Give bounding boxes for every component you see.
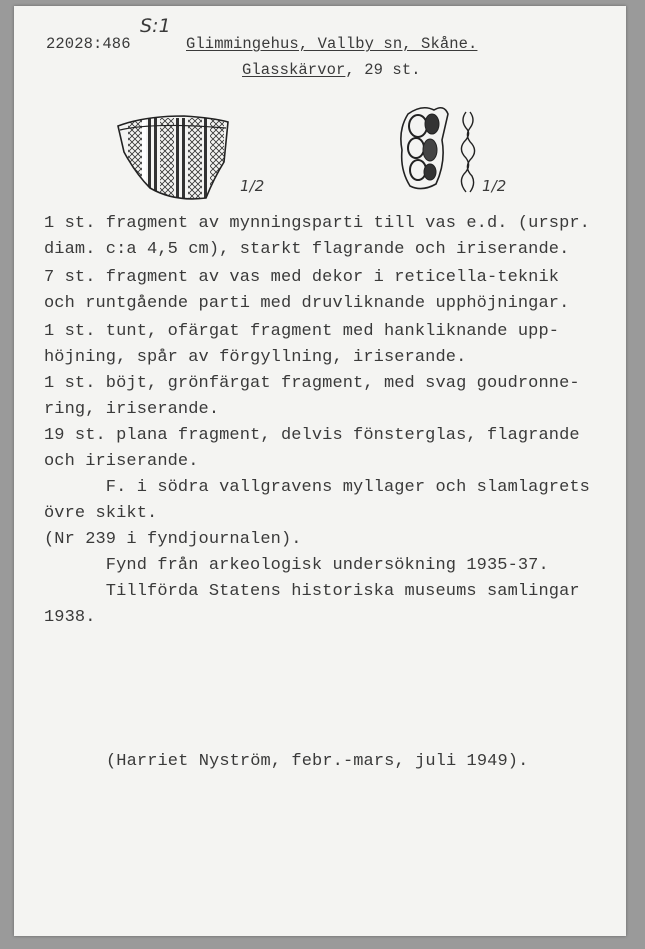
body-line-11: F. i södra vallgravens myllager och slamlagrets [44,478,590,497]
body-line-7: 1 st. böjt, grönfärgat fragment, med svag goudronne- [44,374,580,393]
body-line-14: Fynd från arkeologisk undersökning 1935-37. [44,556,549,575]
body-line-4: och runtgående parti med druvliknande upphöjningar. [44,294,570,313]
object-type: Glasskärvor [242,61,346,79]
scale-label-left: 1/2 [240,177,265,195]
body-line-15: Tillförda Statens historiska museums samlingar [44,582,580,601]
fragment-drawing-left [114,112,234,204]
catalog-card [14,6,626,936]
body-line-2: diam. c:a 4,5 cm), starkt flagrande och iriserande. [44,240,570,259]
body-line-12: övre skikt. [44,504,158,523]
handwritten-mark: S:1 [140,15,171,37]
object-heading [242,60,421,80]
catalog-number: 22028:486 [46,35,131,53]
body-line-13: (Nr 239 i fyndjournalen). [44,530,302,549]
body-line-3: 7 st. fragment av vas med dekor i reticella-teknik [44,268,560,287]
fragment-drawing-right [392,100,482,198]
body-line-10: och iriserande. [44,452,199,471]
body-line-9: 19 st. plana fragment, delvis fönsterglas, flagrande [44,426,580,445]
author-line: (Harriet Nyström, febr.-mars, juli 1949). [106,752,529,771]
body-line-16: 1938. [44,608,96,627]
body-line-6: höjning, spår av förgyllning, iriserande. [44,348,467,367]
body-line-5: 1 st. tunt, ofärgat fragment med hankliknande upp- [44,322,560,341]
body-line-1: 1 st. fragment av mynningsparti till vas e.d. (urspr. [44,214,590,233]
body-line-8: ring, iriserande. [44,400,220,419]
scale-label-right: 1/2 [482,177,507,195]
object-count: , 29 st. [345,61,421,79]
site-name: Glimmingehus, Vallby sn, Skåne. [186,35,478,53]
